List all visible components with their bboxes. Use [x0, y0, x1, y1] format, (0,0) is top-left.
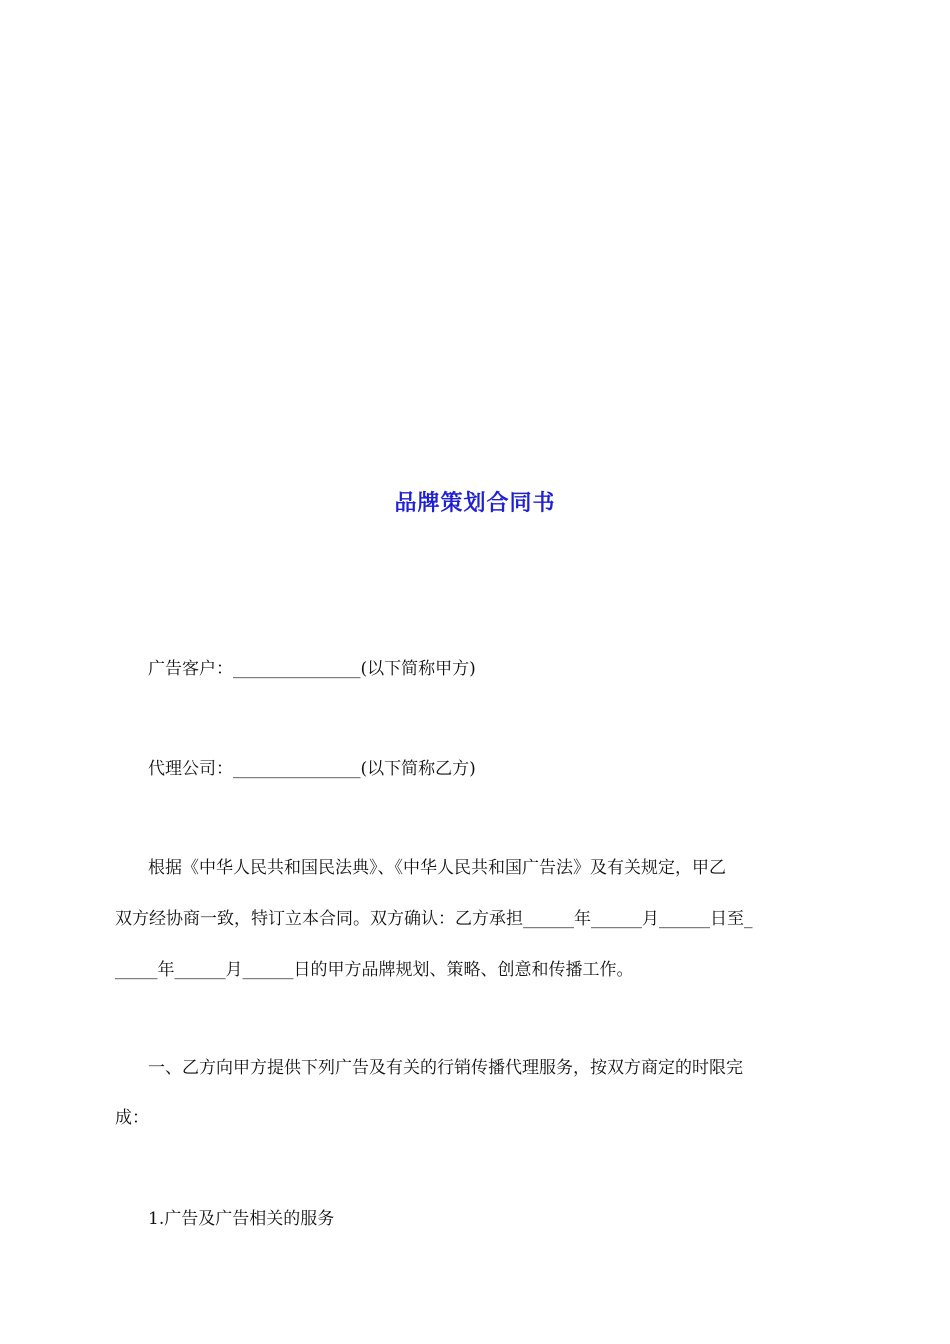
party-b-line: 代理公司：_______________(以下简称乙方) [148, 759, 476, 779]
preamble-line-1: 根据《中华人民共和国民法典》、《中华人民共和国广告法》及有关规定，甲乙 [148, 858, 726, 878]
section-one-line-2: 成： [115, 1108, 149, 1128]
section-one-line-1: 一、乙方向甲方提供下列广告及有关的行销传播代理服务，按双方商定的时限完 [148, 1058, 743, 1078]
party-a-line: 广告客户：_______________(以下简称甲方) [148, 659, 476, 679]
document-title: 品牌策划合同书 [394, 491, 556, 516]
preamble-line-3: _____年______月______日的甲方品牌规划、策略、创意和传播工作。 [115, 960, 634, 980]
preamble-line-2: 双方经协商一致，特订立本合同。双方确认：乙方承担______年______月______日至_ [115, 909, 753, 929]
item-one-heading: 1.广告及广告相关的服务 [148, 1209, 335, 1229]
